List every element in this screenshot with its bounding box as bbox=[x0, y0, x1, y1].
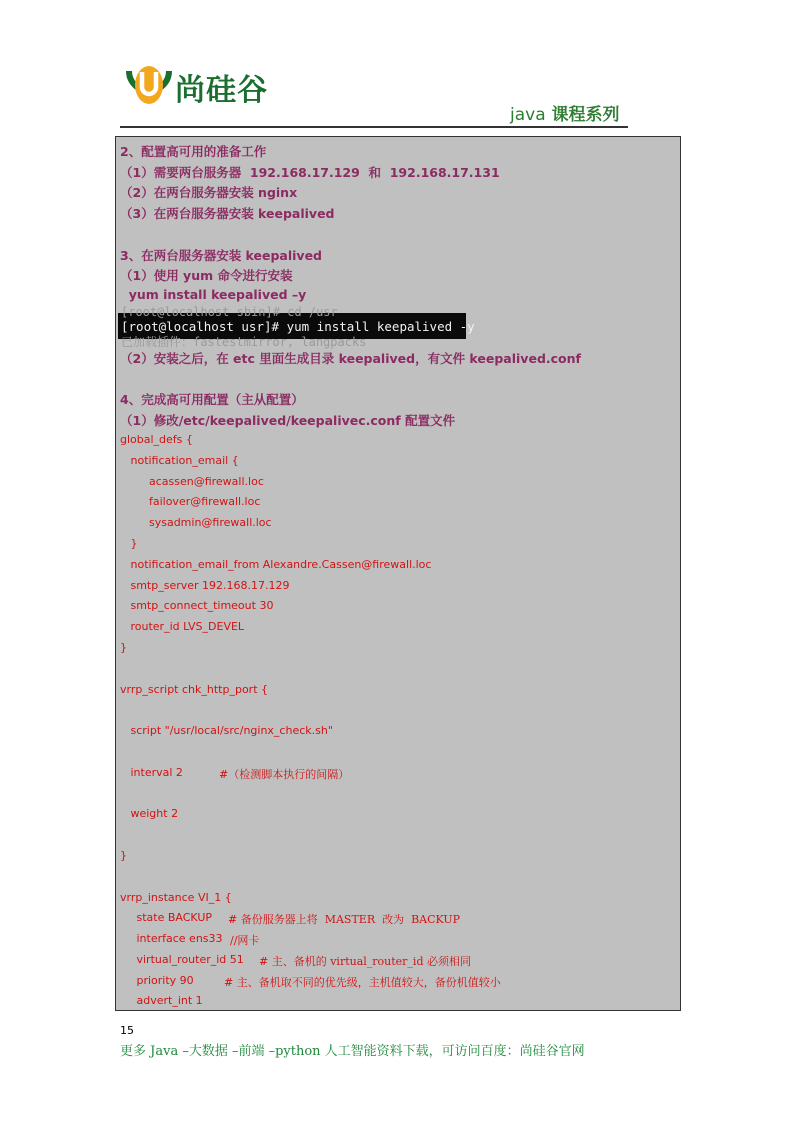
code-line: priority 90 bbox=[126, 974, 194, 987]
code-line: smtp_server 192.168.17.129 bbox=[120, 579, 290, 592]
code-line: vrrp_instance VI_1 { bbox=[120, 891, 232, 904]
section-3-title: 3、在两台服务器安装 keepalived bbox=[120, 248, 323, 263]
code-comment bbox=[228, 911, 460, 927]
code-comment-text: # 主、备机的 virtual_router_id 必须相同 bbox=[259, 955, 471, 968]
code-comment-text: #（检测脚本执行的间隔） bbox=[219, 768, 350, 781]
code-line: global_defs { bbox=[120, 433, 193, 446]
code-line: } bbox=[120, 849, 127, 862]
code-comment bbox=[230, 932, 259, 948]
code-comment bbox=[224, 974, 501, 990]
section-3-command: yum install keepalived –y bbox=[120, 287, 307, 302]
code-comment-text: //网卡 bbox=[230, 934, 260, 947]
page-number: 15 bbox=[120, 1024, 134, 1037]
code-line: virtual_router_id 51 bbox=[126, 953, 244, 966]
code-line: interface ens33 bbox=[126, 932, 223, 945]
course-series-label bbox=[510, 100, 620, 125]
terminal-command-line: [root@localhost usr]# yum install keepalived -y bbox=[121, 319, 475, 334]
code-line: notification_email { bbox=[120, 454, 239, 467]
terminal-screenshot bbox=[118, 305, 475, 349]
series-cn: 课程系列 bbox=[551, 105, 620, 125]
section-2-title: 2、配置高可用的准备工作 bbox=[120, 144, 267, 159]
code-comment bbox=[259, 953, 471, 969]
code-line: } bbox=[120, 641, 127, 654]
section-4-title: 4、完成高可用配置（主从配置） bbox=[120, 392, 304, 407]
section-2-item-3: （3）在两台服务器安装 keepalived bbox=[120, 206, 335, 221]
section-3-item-2: （2）安装之后，在 etc 里面生成目录 keepalived，有文件 keepalived.conf bbox=[120, 351, 581, 366]
footer-text: 更多 Java –大数据 –前端 –python 人工智能资料下载，可访问百度：尚硅谷官网 bbox=[120, 1044, 585, 1059]
section-2-item-2: （2）在两台服务器安装 nginx bbox=[120, 185, 298, 200]
code-comment bbox=[219, 766, 349, 782]
code-line: weight 2 bbox=[120, 807, 179, 820]
terminal-next-line: 已加载插件：fastestmirror, langpacks bbox=[121, 335, 367, 349]
code-line: failover@firewall.loc bbox=[128, 495, 261, 508]
code-line: interval 2 bbox=[120, 766, 183, 779]
header-divider bbox=[120, 126, 628, 128]
code-line: router_id LVS_DEVEL bbox=[120, 620, 245, 633]
code-line: script "/usr/local/src/nginx_check.sh" bbox=[120, 724, 333, 737]
terminal-prev-line: [root@localhost sbin]# cd /usr bbox=[121, 305, 338, 319]
section-2-item-1: （1）需要两台服务器 192.168.17.129 和 192.168.17.131 bbox=[120, 165, 500, 180]
code-line: vrrp_script chk_http_port { bbox=[120, 683, 269, 696]
code-line: } bbox=[120, 537, 138, 550]
logo-emblem bbox=[125, 63, 173, 111]
code-comment-text: # 备份服务器上将 MASTER 改为 BACKUP bbox=[228, 913, 461, 926]
content-panel bbox=[115, 136, 681, 1011]
section-3-item-1: （1）使用 yum 命令进行安装 bbox=[120, 268, 293, 283]
code-line: smtp_connect_timeout 30 bbox=[120, 599, 274, 612]
brand-logo bbox=[125, 62, 268, 112]
code-line: acassen@firewall.loc bbox=[128, 475, 264, 488]
code-line: sysadmin@firewall.loc bbox=[128, 516, 272, 529]
code-line: notification_email_from Alexandre.Cassen@firewall.loc bbox=[120, 558, 432, 571]
code-line: advert_int 1 bbox=[126, 994, 203, 1007]
code-line: state BACKUP bbox=[126, 911, 213, 924]
logo-text: 尚硅谷 bbox=[175, 73, 268, 108]
logo-u-icon bbox=[125, 63, 173, 111]
section-4-item-1: （1）修改/etc/keepalived/keepalivec.conf 配置文件 bbox=[120, 413, 456, 428]
code-comment-text: # 主、备机取不同的优先级，主机值较大，备份机值较小 bbox=[224, 976, 501, 989]
series-latin: java bbox=[510, 105, 546, 125]
